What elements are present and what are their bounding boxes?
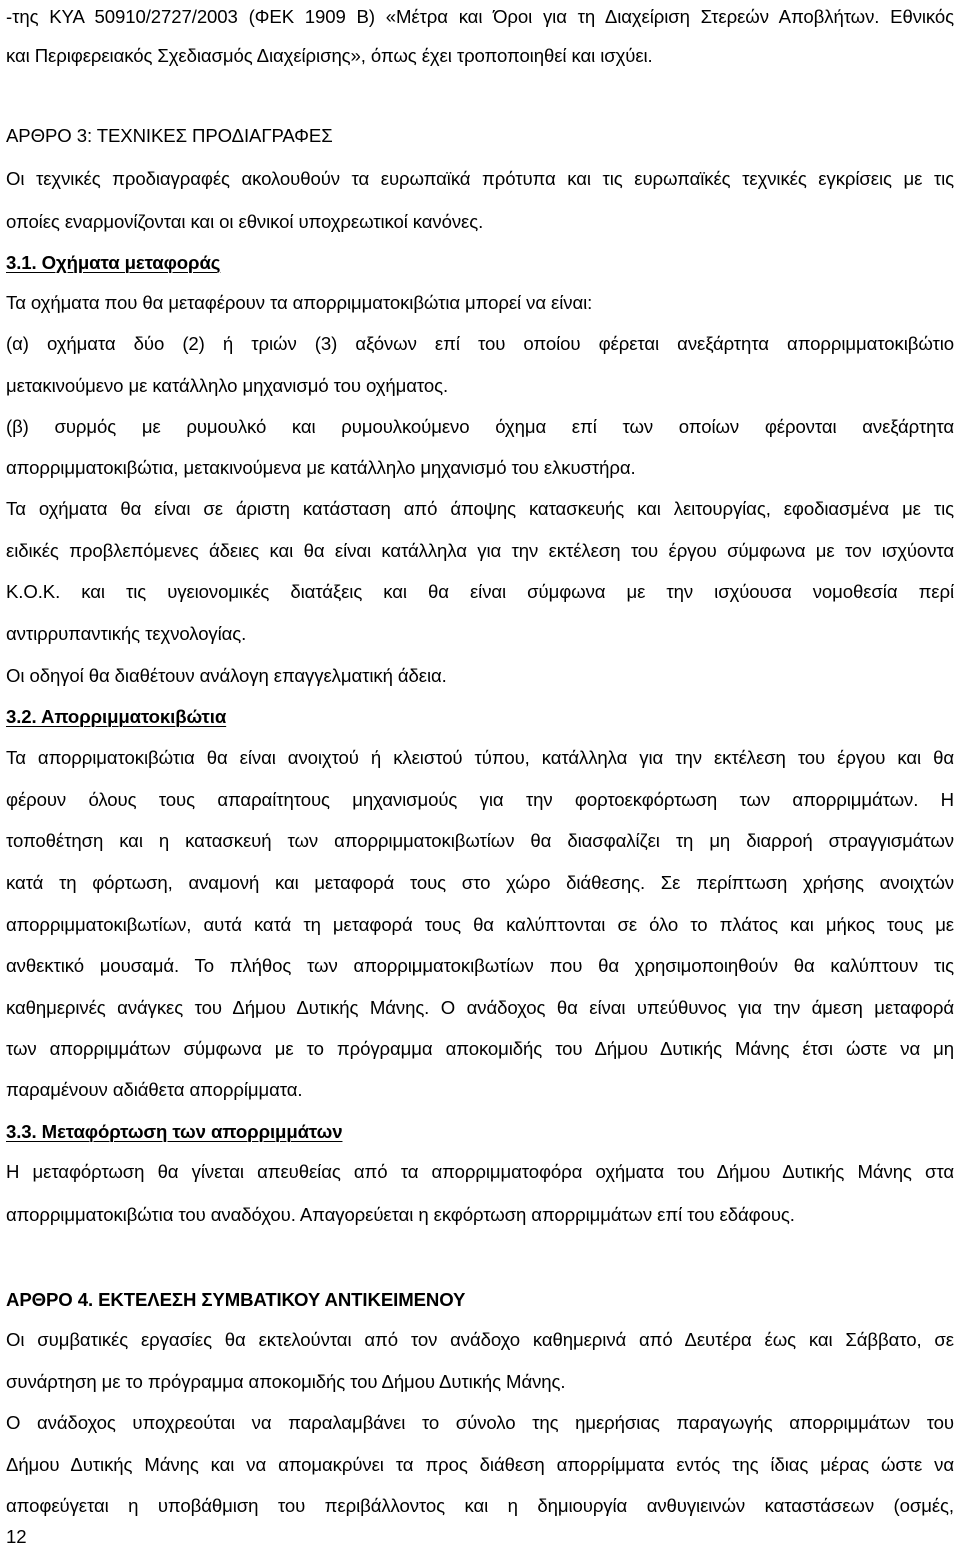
section-3-1-line-6: Τα οχήματα θα είναι σε άριστη κατάσταση από άποψης κατασκευής και λειτουργίας, εφοδιασμένα με τις	[6, 498, 954, 519]
section-3-2-heading: 3.2. Απορριμματοκιβώτια	[6, 706, 227, 727]
section-3-2-line-8: των απορριμμάτων σύμφωνα με το πρόγραμμα αποκομιδής του Δήμου Δυτικής Μάνης έτσι ώστε να μη	[6, 1038, 954, 1059]
section-3-1-line-3: μετακινούμενο με κατάλληλο μηχανισμό του οχήματος.	[6, 375, 449, 396]
article-3-heading: ΑΡΘΡΟ 3: ΤΕΧΝΙΚΕΣ ΠΡΟΔΙΑΓΡΑΦΕΣ	[6, 125, 333, 146]
section-3-3-line-2: απορριμματοκιβώτια του αναδόχου. Απαγορεύεται η εκφόρτωση απορριμμάτων επί του εδάφους.	[6, 1204, 795, 1225]
section-3-1-heading: 3.1. Οχήματα μεταφοράς	[6, 252, 221, 273]
section-3-1-line-8: Κ.Ο.Κ. και τις υγειονομικές διατάξεις και θα είναι σύμφωνα με την ισχύουσα νομοθεσία περί	[6, 581, 954, 602]
section-3-1-line-2: (α) οχήματα δύο (2) ή τριών (3) αξόνων επί του οποίου φέρεται ανεξάρτητα απορριμματοκιβώτιο	[6, 333, 954, 354]
section-3-2-line-9: παραμένουν αδιάθετα απορρίμματα.	[6, 1079, 303, 1100]
intro-line-1: -της ΚΥΑ 50910/2727/2003 (ΦΕΚ 1909 Β) «Μέτρα και Όροι για τη Διαχείριση Στερεών Αποβλήτων. Εθνικός	[6, 6, 954, 27]
section-3-2-line-2: φέρουν όλους τους απαραίτητους μηχανισμούς για την φορτοεκφόρτωση των απορριμμάτων. Η	[6, 789, 954, 810]
section-3-2-line-7: καθημερινές ανάγκες του Δήμου Δυτικής Μάνης. Ο ανάδοχος θα είναι υπεύθυνος για την άμεση μεταφορά	[6, 997, 954, 1018]
section-3-1-line-4: (β) συρμός με ρυμουλκό και ρυμουλκούμενο όχημα επί των οποίων φέρονται ανεξάρτητα	[6, 416, 954, 437]
section-3-2-line-4: κατά τη φόρτωση, αναμονή και μεταφορά τους στο χώρο διάθεσης. Σε περίπτωση χρήσης ανοιχτών	[6, 872, 954, 893]
section-3-1-line-9: αντιρρυπαντικής τεχνολογίας.	[6, 623, 247, 644]
section-3-2-line-3: τοποθέτηση και η κατασκευή των απορριμματοκιβωτίων θα διασφαλίζει τη μη διαρροή στραγγισμάτων	[6, 830, 954, 851]
section-3-1-line-5: απορριμματοκιβώτια, μετακινούμενα με κατάλληλο μηχανισμό του ελκυστήρα.	[6, 457, 636, 478]
article-4-heading: ΑΡΘΡΟ 4. ΕΚΤΕΛΕΣΗ ΣΥΜΒΑΤΙΚΟΥ ΑΝΤΙΚΕΙΜΕΝΟΥ	[6, 1289, 466, 1310]
section-3-3-heading: 3.3. Μεταφόρτωση των απορριμμάτων	[6, 1121, 343, 1142]
section-3-2-line-1: Τα απορριματοκιβώτια θα είναι ανοιχτού ή κλειστού τύπου, κατάλληλα για την εκτέλεση του έργου και θα	[6, 747, 954, 768]
page-number: 12	[6, 1526, 27, 1547]
section-3-1-line-1: Τα οχήματα που θα μεταφέρουν τα απορριμματοκιβώτια μπορεί να είναι:	[6, 292, 593, 313]
article-3-line-1: Οι τεχνικές προδιαγραφές ακολουθούν τα ευρωπαϊκά πρότυπα και τις ευρωπαϊκές τεχνικές εγκρίσεις με τις	[6, 168, 954, 189]
section-3-2-line-6: ανθεκτικό μουσαμά. Το πλήθος των απορριμματοκιβωτίων που θα χρησιμοποιηθούν θα καλύπτουν τις	[6, 955, 954, 976]
article-4-line-5: αποφεύγεται η υποβάθμιση του περιβάλλοντος και η δημιουργία ανθυγιεινών καταστάσεων (οσμές,	[6, 1495, 954, 1516]
section-3-3-line-1: Η μεταφόρτωση θα γίνεται απευθείας από τα απορριμματοφόρα οχήματα του Δήμου Δυτικής Μάνης στα	[6, 1161, 954, 1182]
section-3-2-line-5: απορριμματοκιβωτίων, αυτά κατά τη μεταφορά τους θα καλύπτονται σε όλο το πλάτος και μήκος τους με	[6, 914, 954, 935]
section-3-1-line-7: ειδικές προβλεπόμενες άδειες και θα είναι κατάλληλα για την εκτέλεση του έργου σύμφωνα με τον ισχύοντα	[6, 540, 954, 561]
article-4-line-2: συνάρτηση με το πρόγραμμα αποκομιδής του Δήμου Δυτικής Μάνης.	[6, 1371, 566, 1392]
article-4-line-4: Δήμου Δυτικής Μάνης και να απομακρύνει τα προς διάθεση απορρίμματα εντός της ίδιας μέρας ώστε να	[6, 1454, 954, 1475]
section-3-1-line-10: Οι οδηγοί θα διαθέτουν ανάλογη επαγγελματική άδεια.	[6, 665, 447, 686]
article-3-line-2: οποίες εναρμονίζονται και οι εθνικοί υποχρεωτικοί κανόνες.	[6, 211, 484, 232]
article-4-line-3: Ο ανάδοχος υποχρεούται να παραλαμβάνει το σύνολο της ημερήσιας παραγωγής απορριμμάτων του	[6, 1412, 954, 1433]
article-4-line-1: Οι συμβατικές εργασίες θα εκτελούνται από τον ανάδοχο καθημερινά από Δευτέρα έως και Σάββατο, σε	[6, 1329, 954, 1350]
intro-line-2: και Περιφερειακός Σχεδιασμός Διαχείρισης», όπως έχει τροποποιηθεί και ισχύει.	[6, 45, 653, 66]
